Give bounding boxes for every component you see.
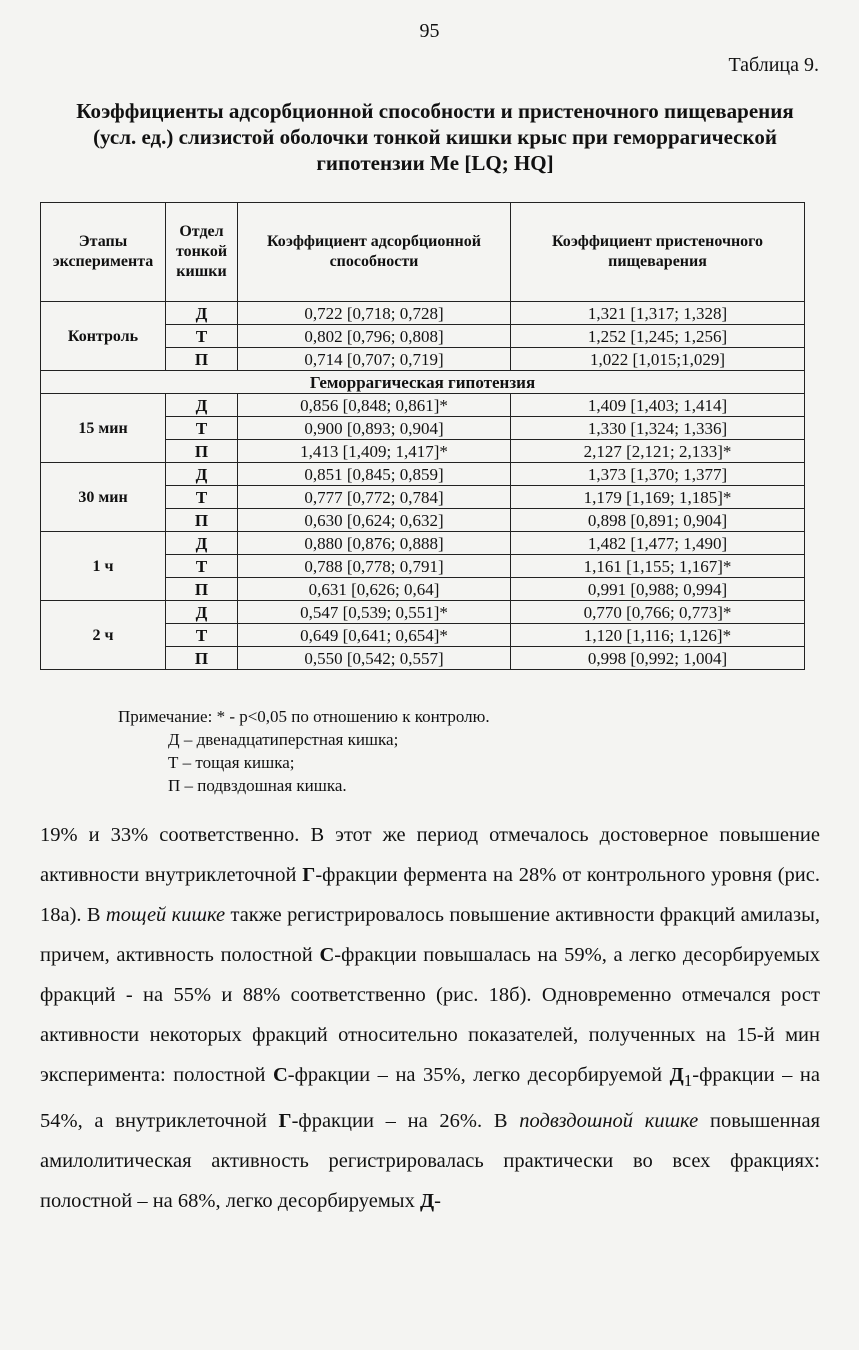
parietal-cell: 1,161 [1,155; 1,167]*	[511, 555, 805, 578]
parietal-cell: 0,998 [0,992; 1,004]	[511, 647, 805, 670]
text-run: -фракции – на 35%, легко десорбируемой	[287, 1064, 670, 1086]
adsorption-cell: 0,777 [0,772; 0,784]	[238, 486, 511, 509]
adsorption-cell: 0,788 [0,778; 0,791]	[238, 555, 511, 578]
adsorption-cell: 1,413 [1,409; 1,417]*	[238, 440, 511, 463]
adsorption-cell: 0,802 [0,796; 0,808]	[238, 325, 511, 348]
stage-cell: Контроль	[41, 302, 166, 371]
note-legend-item: П – подвздошная кишка.	[168, 776, 347, 795]
adsorption-cell: 0,630 [0,624; 0,632]	[238, 509, 511, 532]
adsorption-cell: 0,649 [0,641; 0,654]*	[238, 624, 511, 647]
section-cell: Т	[166, 325, 238, 348]
header-parietal: Коэффициент пристеночного пищеварения	[511, 203, 805, 302]
text-bold: Г	[302, 864, 316, 886]
section-cell: Д	[166, 601, 238, 624]
section-cell: Д	[166, 302, 238, 325]
table-header-row	[41, 203, 805, 302]
section-cell: Д	[166, 394, 238, 417]
text-bold: Д	[669, 1064, 684, 1086]
table-row	[41, 463, 805, 486]
body-paragraph	[40, 815, 820, 1221]
section-cell: П	[166, 647, 238, 670]
section-header-row	[41, 371, 805, 394]
parietal-cell: 1,330 [1,324; 1,336]	[511, 417, 805, 440]
text-run: -фракции – на 26%. В	[291, 1110, 520, 1133]
adsorption-cell: 0,851 [0,845; 0,859]	[238, 463, 511, 486]
text-run: повышенная амилолитическая активность регистрировалась практически во всех фракциях: полостной – на 68%, легко десорбируемых	[40, 1110, 820, 1213]
text-subscript: 1	[683, 1071, 693, 1091]
text-run: также регистрировалось повышение активности фракций амилазы, причем, активность полостной	[40, 904, 820, 966]
parietal-cell: 2,127 [2,121; 2,133]*	[511, 440, 805, 463]
stage-cell: 1 ч	[41, 532, 166, 601]
section-cell: П	[166, 348, 238, 371]
table-row	[41, 302, 805, 325]
text-bold: С	[272, 1064, 288, 1086]
header-adsorption: Коэффициент адсорбционной способности	[238, 203, 511, 302]
parietal-cell: 1,482 [1,477; 1,490]	[511, 532, 805, 555]
table-title: Коэффициенты адсорбционной способности и пристеночного пищеварения (усл. ед.) слизистой оболочки тонкой кишки крыс при геморрагической гипотензии Me [LQ; HQ]	[76, 99, 794, 175]
header-section: Отдел тонкой кишки	[166, 203, 238, 302]
text-run: -фракции фермента на 28% от контрольного уровня (рис. 18а). В	[40, 864, 821, 926]
table-row	[41, 394, 805, 417]
note-legend-item: Т – тощая кишка;	[168, 753, 295, 772]
note-main: Примечание: * - p<0,05 по отношению к контролю.	[118, 707, 490, 726]
parietal-cell: 1,409 [1,403; 1,414]	[511, 394, 805, 417]
parietal-cell: 1,252 [1,245; 1,256]	[511, 325, 805, 348]
adsorption-cell: 0,856 [0,848; 0,861]*	[238, 394, 511, 417]
section-cell: П	[166, 440, 238, 463]
parietal-cell: 0,770 [0,766; 0,773]*	[511, 601, 805, 624]
stage-cell: 30 мин	[41, 463, 166, 532]
body-text	[40, 815, 820, 1221]
stage-cell: 15 мин	[41, 394, 166, 463]
text-italic: подвздошной кишке	[519, 1110, 699, 1133]
section-cell: П	[166, 578, 238, 601]
table-label: Таблица 9.	[728, 54, 819, 76]
section-cell: Т	[166, 624, 238, 647]
adsorption-cell: 0,880 [0,876; 0,888]	[238, 532, 511, 555]
table-note	[118, 705, 490, 797]
adsorption-cell: 0,631 [0,626; 0,64]	[238, 578, 511, 601]
section-cell: Т	[166, 486, 238, 509]
text-run: -фракции повышалась на 59%, а легко десорбируемых фракций - на 55% и 88% соответственно (рис. 18б). Одновременно отмечался рост активности некоторых фракций относительно показателей, полученных на 15-й мин эксперимента: полостной	[40, 944, 820, 1086]
text-run: 19% и 33% соответственно. В этот же период отмечалось достоверное повышение активности внутриклеточной	[40, 824, 820, 886]
parietal-cell: 1,120 [1,116; 1,126]*	[511, 624, 805, 647]
adsorption-cell: 0,550 [0,542; 0,557]	[238, 647, 511, 670]
text-bold: Д	[419, 1190, 435, 1213]
parietal-cell: 1,179 [1,169; 1,185]*	[511, 486, 805, 509]
section-cell: Т	[166, 555, 238, 578]
adsorption-cell: 0,900 [0,893; 0,904]	[238, 417, 511, 440]
table-row	[41, 601, 805, 624]
parietal-cell: 0,898 [0,891; 0,904]	[511, 509, 805, 532]
section-header-cell: Геморрагическая гипотензия	[41, 371, 805, 394]
text-italic: тощей кишке	[105, 904, 226, 926]
parietal-cell: 1,022 [1,015;1,029]	[511, 348, 805, 371]
text-run: -фракции – на 54%, а внутриклеточной	[40, 1064, 820, 1133]
section-cell: П	[166, 509, 238, 532]
text-bold: Г	[278, 1110, 292, 1133]
parietal-cell: 1,321 [1,317; 1,328]	[511, 302, 805, 325]
stage-cell: 2 ч	[41, 601, 166, 670]
parietal-cell: 1,373 [1,370; 1,377]	[511, 463, 805, 486]
adsorption-cell: 0,722 [0,718; 0,728]	[238, 302, 511, 325]
page-number: 95	[419, 20, 440, 42]
adsorption-cell: 0,547 [0,539; 0,551]*	[238, 601, 511, 624]
section-cell: Т	[166, 417, 238, 440]
adsorption-cell: 0,714 [0,707; 0,719]	[238, 348, 511, 371]
parietal-cell: 0,991 [0,988; 0,994]	[511, 578, 805, 601]
section-cell: Д	[166, 463, 238, 486]
header-stage: Этапы эксперимента	[41, 203, 166, 302]
section-cell: Д	[166, 532, 238, 555]
data-table	[40, 202, 805, 670]
note-legend-item: Д – двенадцатиперстная кишка;	[168, 730, 399, 749]
text-run: -	[434, 1190, 441, 1213]
text-bold: С	[319, 944, 335, 966]
table-row	[41, 532, 805, 555]
